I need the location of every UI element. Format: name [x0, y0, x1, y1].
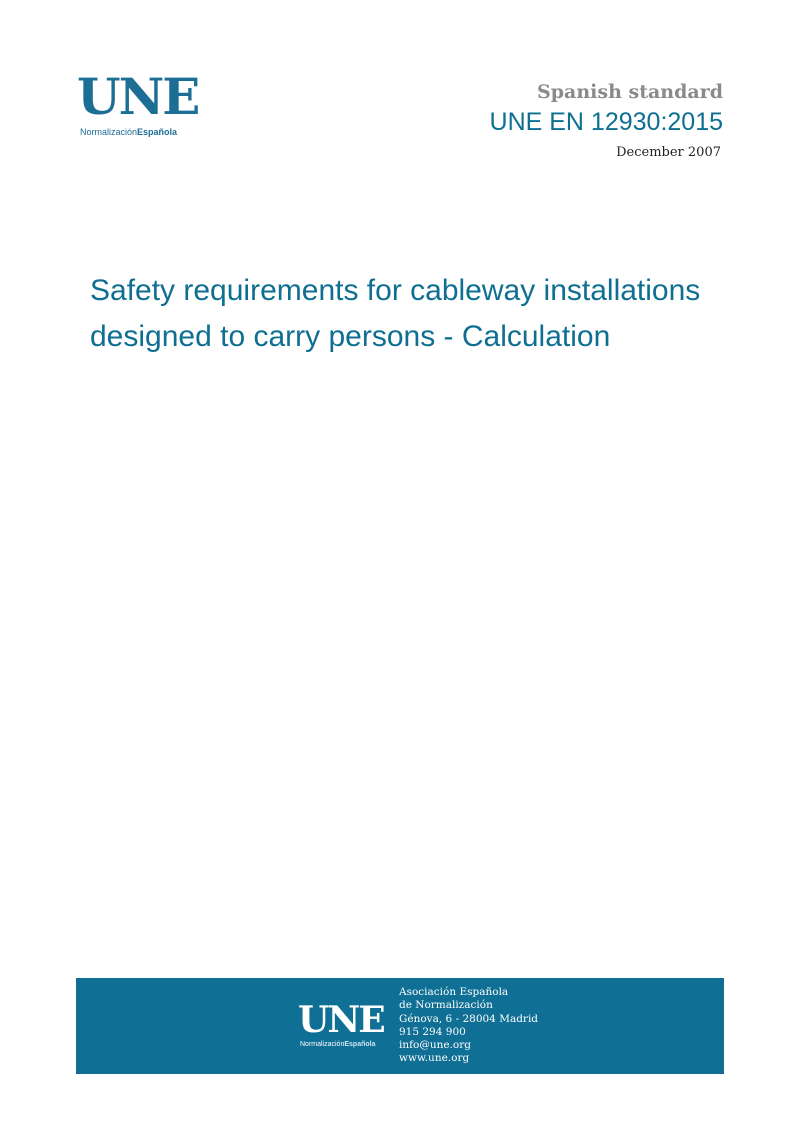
- standard-category: Spanish standard: [537, 81, 723, 103]
- document-title-line-1: Safety requirements for cableway installations: [90, 274, 701, 307]
- standard-header: [490, 80, 723, 162]
- une-logo: [77, 67, 199, 142]
- contact-org-line-2: de Normalización: [399, 999, 493, 1012]
- tagline-normal: Normalización: [80, 127, 138, 137]
- contact-block: [399, 986, 538, 1066]
- footer-tagline-normal: Normalización: [300, 1041, 345, 1048]
- une-logo-tagline: [80, 127, 177, 137]
- standard-code: UNE EN 12930:2015: [489, 108, 723, 136]
- contact-address: Génova, 6 - 28004 Madrid: [399, 1012, 539, 1025]
- footer-une-logo: [298, 999, 388, 1052]
- contact-org-line-1: Asociación Española: [399, 986, 509, 998]
- contact-website[interactable]: www.une.org: [399, 1052, 470, 1065]
- standard-date: December 2007: [616, 145, 721, 160]
- footer-logo-letters: UNE: [298, 999, 384, 1041]
- footer-bar: [76, 978, 724, 1074]
- footer-logo-tagline: [300, 1041, 375, 1048]
- footer-tagline-strong: Española: [344, 1041, 376, 1048]
- document-title: [90, 268, 770, 360]
- une-logo-letters: UNE: [77, 67, 199, 126]
- tagline-strong: Española: [137, 127, 178, 137]
- contact-email[interactable]: info@une.org: [399, 1039, 471, 1052]
- document-title-line-2: designed to carry persons - Calculation: [90, 320, 611, 353]
- contact-phone: 915 294 900: [399, 1025, 466, 1038]
